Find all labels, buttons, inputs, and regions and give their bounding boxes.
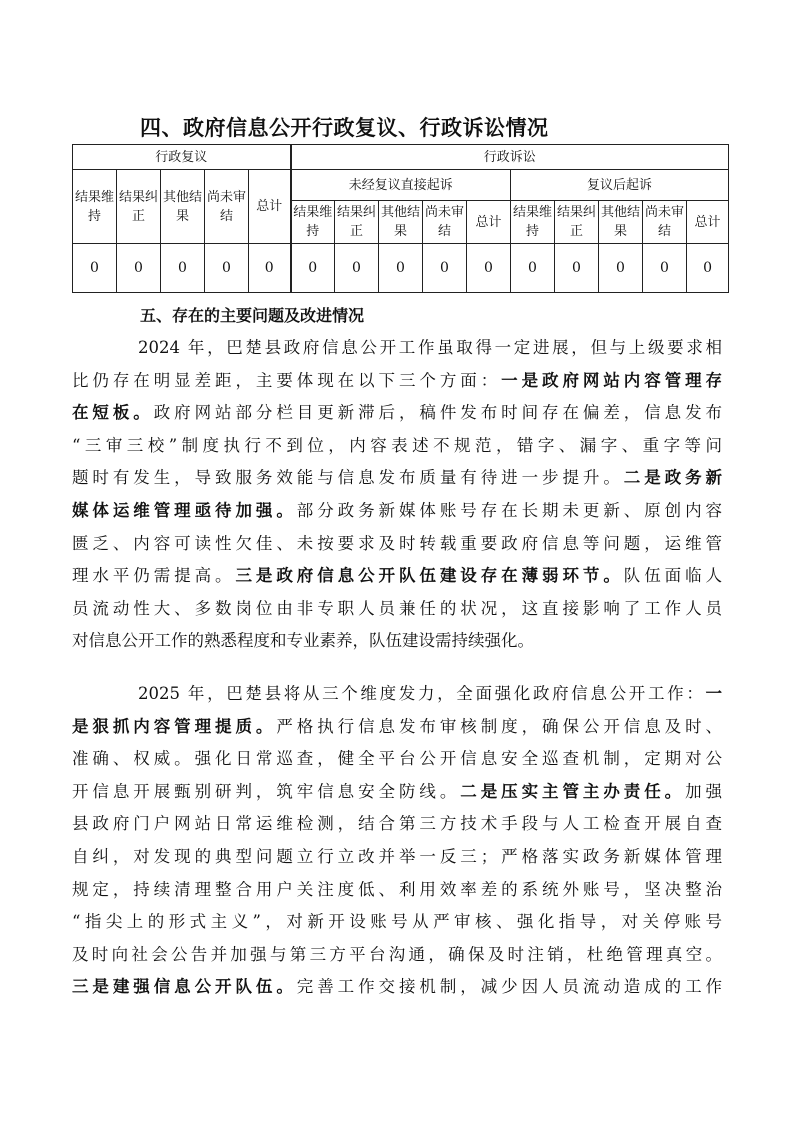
header-upheld: 结果维持 xyxy=(511,201,555,244)
table-cell: 0 xyxy=(555,244,599,293)
text-line: 比仍存在明显差距，主要体现在以下三个方面：一是政府网站内容管理存 xyxy=(72,370,722,390)
paragraph-improvements xyxy=(72,678,722,1004)
text-line: 开信息开展甄别研判，筑牢信息安全防线。二是压实主管主办责任。加强 xyxy=(72,781,722,801)
header-other: 其他结果 xyxy=(599,201,643,244)
section-4-heading: 四、政府信息公开行政复议、行政诉讼情况 xyxy=(140,116,549,140)
text-line: 题时有发生，导致服务效能与信息发布质量有待进一步提升。二是政务新 xyxy=(72,468,722,488)
text-line: 2025 年，巴楚县将从三个维度发力，全面强化政府信息公开工作：一 xyxy=(138,684,722,703)
table-cell: 0 xyxy=(511,244,555,293)
text-line: 自纠，对发现的典型问题立行立改并举一反三；严格落实政务新媒体管理 xyxy=(72,846,722,866)
text-line: “三审三校”制度执行不到位，内容表述不规范，错字、漏字、重字等问 xyxy=(72,435,722,455)
text-line: 规定，持续清理整合用户关注度低、利用效率差的系统外账号，坚决整治 xyxy=(72,879,722,899)
header-litigation: 行政诉讼 xyxy=(291,145,729,170)
table-cell: 0 xyxy=(643,244,687,293)
text-line: 对信息公开工作的熟悉程度和专业素养，队伍建设需持续强化。 xyxy=(72,631,534,651)
header-after-review-suit: 复议后起诉 xyxy=(511,170,729,201)
header-other: 其他结果 xyxy=(161,170,205,244)
table-cell: 0 xyxy=(117,244,161,293)
header-total: 总计 xyxy=(249,170,291,244)
header-direct-suit: 未经复议直接起诉 xyxy=(291,170,511,201)
text-line: 匮乏、内容可读性欠佳、未按要求及时转载重要政府信息等问题，运维管 xyxy=(72,533,722,553)
header-pending: 尚未审结 xyxy=(643,201,687,244)
header-review: 行政复议 xyxy=(73,145,291,170)
table-cell: 0 xyxy=(205,244,249,293)
table-cell: 0 xyxy=(379,244,423,293)
header-other: 其他结果 xyxy=(379,201,423,244)
table-cell: 0 xyxy=(73,244,117,293)
table-cell: 0 xyxy=(687,244,729,293)
header-corrected: 结果纠正 xyxy=(335,201,379,244)
table-cell: 0 xyxy=(423,244,467,293)
table-cell: 0 xyxy=(467,244,511,293)
header-pending: 尚未审结 xyxy=(205,170,249,244)
text-line: 县政府门户网站日常运维检测，结合第三方技术手段与人工检查开展自查 xyxy=(72,814,722,834)
table-cell: 0 xyxy=(161,244,205,293)
table-cell: 0 xyxy=(291,244,335,293)
text-line: 及时向社会公告并加强与第三方平台沟通，确保及时注销，杜绝管理真空。 xyxy=(72,944,722,964)
text-line: 媒体运维管理亟待加强。部分政务新媒体账号存在长期未更新、原创内容 xyxy=(72,500,722,520)
table-cell: 0 xyxy=(335,244,379,293)
header-upheld: 结果维持 xyxy=(73,170,117,244)
review-litigation-table xyxy=(72,144,729,293)
text-line: 准确、权威。强化日常巡查，健全平台公开信息安全巡查机制，定期对公 xyxy=(72,749,722,769)
header-total: 总计 xyxy=(687,201,729,244)
table-cell: 0 xyxy=(249,244,291,293)
header-total: 总计 xyxy=(467,201,511,244)
text-line: 在短板。政府网站部分栏目更新滞后，稿件发布时间存在偏差，信息发布 xyxy=(72,403,722,423)
paragraph-problems xyxy=(72,332,722,658)
section-5-heading: 五、存在的主要问题及改进情况 xyxy=(140,306,365,325)
table-cell: 0 xyxy=(599,244,643,293)
text-line: 是狠抓内容管理提质。严格执行信息发布审核制度，确保公开信息及时、 xyxy=(72,716,722,736)
header-corrected: 结果纠正 xyxy=(555,201,599,244)
header-upheld: 结果维持 xyxy=(291,201,335,244)
text-line: 理水平仍需提高。三是政府信息公开队伍建设存在薄弱环节。队伍面临人 xyxy=(72,566,722,586)
text-line: 员流动性大、多数岗位由非专职人员兼任的状况，这直接影响了工作人员 xyxy=(72,598,722,618)
header-pending: 尚未审结 xyxy=(423,201,467,244)
text-line: “指尖上的形式主义”，对新开设账号从严审核、强化指导，对关停账号 xyxy=(72,912,722,932)
text-line: 2024 年，巴楚县政府信息公开工作虽取得一定进展，但与上级要求相 xyxy=(138,338,722,357)
header-corrected: 结果纠正 xyxy=(117,170,161,244)
text-line: 三是建强信息公开队伍。完善工作交接机制，减少因人员流动造成的工作 xyxy=(72,977,722,997)
